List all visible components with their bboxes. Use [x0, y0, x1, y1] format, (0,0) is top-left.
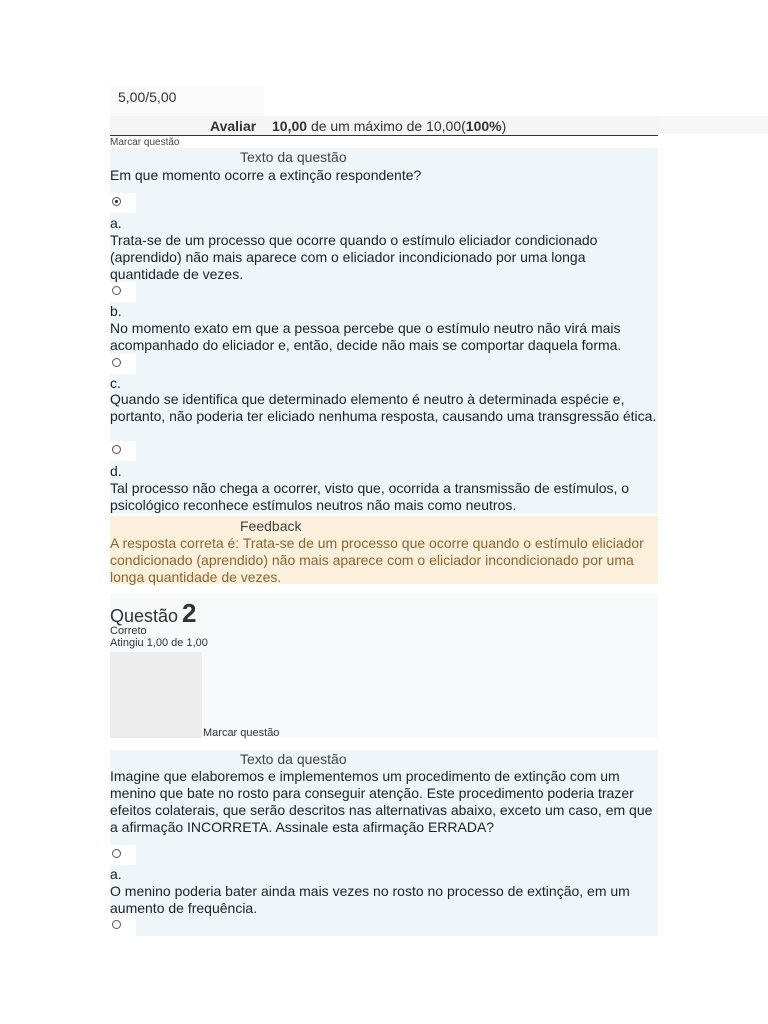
summary-score [272, 118, 506, 134]
question-text: Em que momento ocorre a extinção respondente? [110, 167, 422, 183]
option-letter: b. [110, 303, 122, 319]
score-percent: 100% [465, 118, 502, 134]
radio-unchecked-icon[interactable] [112, 358, 121, 367]
summary-row-extension [658, 116, 768, 134]
option-letter: d. [110, 463, 122, 479]
option-letter: a. [110, 215, 122, 231]
score-end: ) [501, 118, 507, 134]
question-title-label: Questão [110, 606, 179, 626]
radio-option-a[interactable] [110, 845, 136, 865]
feedback-text: A resposta correta é: Trata-se de um processo que ocorre quando o estímulo eliciador condicionado (aprendido) não mais aparece com o eliciador incondicionado por uma longa quantidade de vezes. [110, 535, 644, 585]
option-text: O menino poderia bater ainda mais vezes no rosto no processo de extinção, em um aumento de frequência. [110, 883, 630, 916]
radio-checked-icon[interactable] [112, 197, 121, 206]
option-text: No momento exato em que a pessoa percebe que o estímulo neutro não virá mais acompanhado do eliciador e, então, decide não mais se comportar daquela forma. [110, 320, 622, 353]
radio-option-d[interactable] [110, 441, 136, 461]
info-placeholder [110, 652, 202, 738]
radio-unchecked-icon[interactable] [112, 286, 121, 295]
radio-option-b[interactable] [110, 282, 136, 302]
option-text: Quando se identifica que determinado elemento é neutro à determinada espécie e, portanto, não poderia ter eliciado nenhuma resposta, causando uma transgressão ética. [110, 391, 657, 424]
radio-option-a[interactable] [110, 193, 136, 213]
option-text: Tal processo não chega a ocorrer, visto que, ocorrida a transmissão de estímulos, o psicológico reconhece estímulos neutros não mais como neutros. [110, 480, 630, 513]
option-text: Trata-se de um processo que ocorre quando o estímulo eliciador condicionado (aprendido) não mais aparece com o eliciador incondicionado por uma longa quantidade de vezes. [110, 232, 598, 282]
summary-label: Avaliar [210, 118, 257, 134]
option-letter: a. [110, 866, 122, 882]
flag-question-link[interactable]: Marcar questão [110, 137, 180, 148]
radio-unchecked-icon[interactable] [112, 445, 121, 454]
question-text-label: Texto da questão [240, 751, 347, 767]
flag-question-link[interactable]: Marcar questão [203, 727, 280, 739]
question-text-label: Texto da questão [240, 149, 347, 165]
radio-option-b[interactable] [110, 916, 136, 936]
question-grade: 5,00/5,00 [118, 89, 177, 105]
question-text: Imagine que elaboremos e implementemos um procedimento de extinção com um menino que bate no rosto para conseguir atenção. Este procedimento poderia trazer efeitos colaterais, que serão descritos nas alternativas abaixo, exceto um caso, em que a afirmação INCORRETA. Assinale esta afirmação ERRADA? [110, 768, 653, 835]
score-mid: de um máximo de 10,00( [310, 118, 466, 134]
radio-option-c[interactable] [110, 354, 136, 374]
radio-unchecked-icon[interactable] [112, 920, 121, 929]
feedback-label: Feedback [240, 518, 302, 534]
score-value: 10,00 [272, 118, 308, 134]
radio-unchecked-icon[interactable] [112, 849, 121, 858]
option-letter: c. [110, 375, 121, 391]
question-points: Atingiu 1,00 de 1,00 [110, 637, 208, 649]
question-status: Correto [110, 625, 147, 637]
question-number: 2 [182, 598, 197, 628]
